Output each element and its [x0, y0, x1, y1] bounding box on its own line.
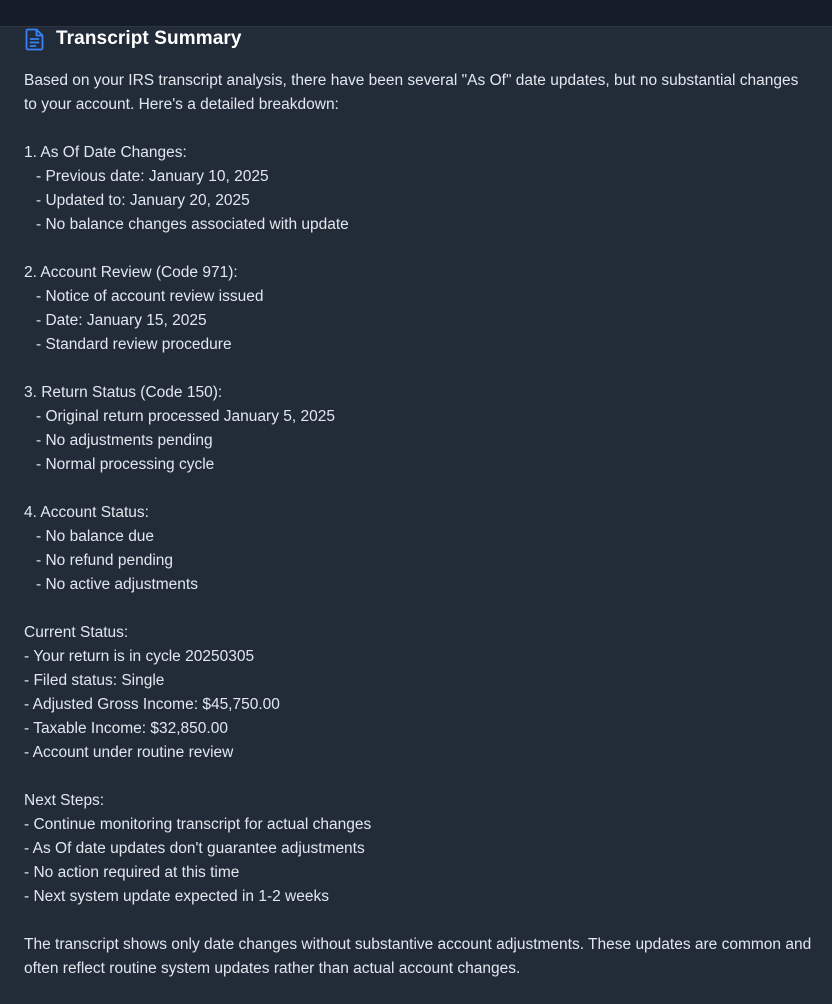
top-bar [0, 0, 832, 27]
section-heading: Current Status: [24, 624, 129, 641]
section-account-review [24, 261, 814, 357]
list-item: - No action required at this time [24, 864, 240, 881]
list-item: - Normal processing cycle [36, 456, 215, 473]
section-heading: Next Steps: [24, 792, 105, 809]
list-item: - No adjustments pending [36, 432, 213, 449]
list-item: - Date: January 15, 2025 [36, 312, 207, 329]
section-account-status [24, 501, 814, 597]
list-item: - Original return processed January 5, 2025 [36, 408, 335, 425]
list-item: - Filed status: Single [24, 672, 165, 689]
list-item: - No refund pending [36, 552, 174, 569]
list-item: - No balance due [36, 528, 155, 545]
section-heading: 2. Account Review (Code 971): [24, 264, 238, 281]
list-item: - No active adjustments [36, 576, 198, 593]
section-return-status [24, 381, 814, 477]
intro-paragraph: Based on your IRS transcript analysis, there have been several "As Of" date updates, but no substantial changes to your account. Here's a detailed breakdown: [24, 72, 799, 113]
summary-body [24, 69, 814, 981]
summary-header [24, 27, 242, 51]
section-heading: 3. Return Status (Code 150): [24, 384, 223, 401]
list-item: - Taxable Income: $32,850.00 [24, 720, 228, 737]
list-item: - Next system update expected in 1-2 weeks [24, 888, 329, 905]
section-heading: 4. Account Status: [24, 504, 149, 521]
list-item: - Account under routine review [24, 744, 234, 761]
list-item: - Previous date: January 10, 2025 [36, 168, 269, 185]
section-heading: 1. As Of Date Changes: [24, 144, 187, 161]
list-item: - Your return is in cycle 20250305 [24, 648, 255, 665]
section-current-status [24, 621, 814, 765]
list-item: - Notice of account review issued [36, 288, 264, 305]
list-item: - Adjusted Gross Income: $45,750.00 [24, 696, 280, 713]
conclusion-paragraph: The transcript shows only date changes without substantive account adjustments. These updates are common and often reflect routine system updates rather than actual account changes. [24, 936, 812, 977]
transcript-summary-panel [0, 27, 832, 1004]
document-icon [24, 27, 46, 51]
list-item: - As Of date updates don't guarantee adjustments [24, 840, 365, 857]
section-next-steps [24, 789, 814, 909]
list-item: - Updated to: January 20, 2025 [36, 192, 250, 209]
page-title: Transcript Summary [56, 28, 242, 49]
list-item: - Continue monitoring transcript for actual changes [24, 816, 372, 833]
section-as-of-date [24, 141, 814, 237]
list-item: - Standard review procedure [36, 336, 232, 353]
list-item: - No balance changes associated with update [36, 216, 349, 233]
